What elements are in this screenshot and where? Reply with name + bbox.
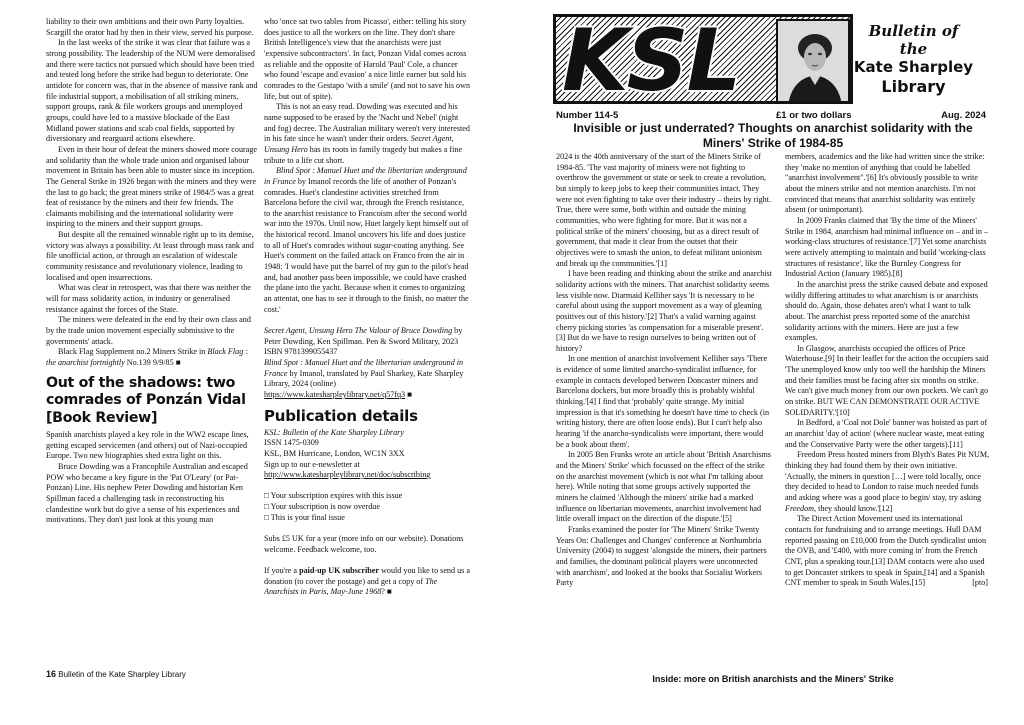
subscription-expires-checkbox: □ Your subscription expires with this issue <box>264 491 403 501</box>
subs-text: Subs £5 UK for a year (more info on our website). Donations welcome. Feedback welcome, too. <box>264 534 464 554</box>
ksl-logo-letters: KSL <box>562 11 740 111</box>
paragraph: In 2009 Franks claimed that 'By the time of the Miners' Strike in 1984, anarchism had minimal influence on – and in – working-class structures of resistance.'[7] Yet some anarchists were actively attempting to maintain and build 'working-class structures of resistance', like the Burnley Congress for Industrial Action (January 1985).[8] <box>785 215 989 279</box>
bulletin-title <box>853 22 974 97</box>
paragraph: Bruce Dowding was a Francophile Australian and escaped POW who became a key figure in the 'Pat O'Leary' (or Pat-Ponzan) Line. His nephew Peter Dowding and historian Ken Spillman faced a challenging task in reconstructing his clandestine work but do give a sense of his experiences and motivations. They don't just look at this young man <box>46 462 248 525</box>
paragraph: Spanish anarchists played a key role in the WW2 escape lines, getting escaped servicemen (and others) out of Nazi-occupied Europe. Two new biographies shed extra light on this. <box>46 430 249 461</box>
paragraph: who 'once sat two tables from Picasso', either: telling his story does justice to all the workers on the line. They don't share British Intelligence's view that the anarchists were just 'expensive subcontractors'. In fact, Ponzan Vidal comes across as reliable and the opposite of Harold 'Paul' Cole, a chancer who found 'escape and evasion' a nice little earner but sold his comrades to the Gestapo 'with a smile' (and not to save his own life, but out of spite). <box>264 17 471 101</box>
page-number: 16 <box>46 669 57 679</box>
paragraph: members, academics and the like had written since the strike: they 'make no mention of anything that could be labelled "anarchist involvement".'[6] It's obviously possible to write about the miners strike and not mention anarchists. I'm not convinced that means that anarchist solidarity was entirely absent (or unimportant). <box>785 152 985 215</box>
title-line-1: Bulletin of the <box>868 22 959 58</box>
publication-heading: Publication details <box>264 406 418 425</box>
masthead <box>553 11 974 111</box>
subscribe-link-line <box>264 470 472 481</box>
address: KSL, BM Hurricane, London, WC1N 3XX <box>264 448 405 458</box>
portrait-image <box>776 19 850 103</box>
paragraph: liability to their own ambitions and their own Party loyalties. Scargill the orator had by then in their view, served his purpose. <box>46 17 254 37</box>
ksl-logo <box>553 11 853 111</box>
left-footer <box>46 669 186 679</box>
citation-issue: No.139 9/9/85 ■ <box>124 358 181 367</box>
right-footer: Inside: more on British anarchists and the Miners' Strike <box>652 674 894 684</box>
left-column-2 <box>264 17 472 639</box>
title-line-2: Kate Sharpley <box>853 58 974 76</box>
issue-number: Number 114-5 <box>556 110 619 121</box>
paragraph: In Bedford, a 'Coal not Dole' banner was hoisted as part of an anarchist 'day of action' (where nuclear waste, meat eating and the Conservative Party were the other targets).[11] <box>785 418 988 449</box>
subscription-overdue-checkbox: □ Your subscription is now overdue <box>264 502 380 512</box>
right-column-2 <box>785 152 990 672</box>
paragraph: What was clear in retrospect, was that there was neither the will for mass solidarity action, in industry or generalised resistance against the forces of the State. <box>46 283 251 314</box>
review-link-line: https://www.katesharpleylibrary.net/q57fq3 ■ <box>264 389 413 399</box>
paragraph: In Glasgow, anarchists occupied the offices of Price Waterhouse.[9] In their leaflet for the action the occupiers said 'The unemployed know only too well the hardship the Miners and their families must be facing after six months on strike. We can't give much money from our own pockets. We can't go on strike. BUT WE CAN DEMONSTRATE OUR ACTIVE SOLIDARITY.'[10] <box>785 343 989 417</box>
paragraph: The Direct Action Movement used its international contacts for fundraising and to arrange meetings. Hull DAM reported passing on £10,000 from the Dutch syndicalist union the OVB, and '£400, with more coming in' from the French CNT, plus a speaking tour.[13] DAM contacts were also used to get Doncaster strikers to speak in Spain,[14] and a Spanish CNT member to speak in South Wales.[15] [pto] <box>785 514 988 588</box>
paragraph: In one mention of anarchist involvement Kelliher says 'There is evidence of some limited anarcho-syndicalist influence, for example in contacts developed between Doncaster miners and Barcelona dockers, but more broadly this is probably wishful thinking.'[4] I find that 'probably' quite strange. My initial impression is that it's something he doesn't have time to check (in writing history, there are often loose ends). But I can't help also hearing 'if the anarcho-syndicalists were important, there would be a book about them'. <box>556 354 770 449</box>
publication-title: KSL: Bulletin of the Kate Sharpley Library <box>264 427 404 437</box>
paragraph: 2024 is the 40th anniversary of the start of the Miners Strike of 1984-85. 'The vast majority of miners were not fighting to overthrow the government or state or seek to create a revolution, but simply to keep jobs to keep their communities intact. They were not even fighting to take over their industry – theirs by right. True, there were some, both within and outside the mining communities, who were fighting for more. But it was not a political strike of the miners' choosing, but as a direct result of government, that made it clear from the outset that their objectives were to smash the union, to defeat militant unionism and break up the communities.'[1] <box>556 152 772 268</box>
paragraph: In the last weeks of the strike it was clear that failure was a strong possibility. The leadership of the NUM were demoralised and there were tactics not pursued which should have been tried and tested long before the strike had begun to deteriorate. One antidote for concern was, that in the absence of massive rank and file industrial support, a mobilisation of all striking miners, support groups, rank & file workers groups and unemployed groups, could have led to a massive blockade of the East Midland power stations and scab coal fields, supported by diversionary and rearguard actions elsewhere. <box>46 38 258 144</box>
donation-text: If you're a paid-up UK subscriber would you like to send us a donation (to cover the postage) and get a copy of The Anarchists in Paris, May-June 1968? ■ <box>264 565 470 597</box>
source-citation <box>46 347 258 368</box>
paragraph: But despite all the remained winnable right up to its demise, victory was always a possibility. At least through mass rank and file unofficial action, or through an escalation of widescale community resistance and revolutionary violence, leading to localised and open insurrections. <box>46 230 254 282</box>
paragraph: Blind Spot : Manuel Huet and the libertarian underground in France by Imanol records the life of another of Ponzan's comrades. Huet's clandestine activities stretched from Barcelona before the civil war, through the French resistance, to the anarchist resistance to Francoism after the second world war into the 1970s. Until now, Huet largely kept himself out of the historical record. Imanol uncovers his life and does justice to all of Huet's comrades without sugar-coating anything. See Huet's comment on the failed attack on Franco from the air in 1948: 'I would have put the barrel of my gun to the pilot's head and, had another pass been impossible, we could have crashed the plane into the yacht. Because when it comes to organizing an attentat, one has to see it through to the finish, no matter the cost.' <box>264 166 469 314</box>
title-line-3: Library <box>881 77 946 96</box>
citation-text: Black Flag Supplement no.2 Miners Strike in <box>58 347 206 357</box>
issue-price: £1 or two dollars <box>776 110 852 121</box>
paragraph: In the anarchist press the strike caused debate and exposed wildly differing attitudes to what anarchism is or anarchists should do. Again, those debates aren't what I want to talk about. The anarchist press reported some of the anarchist solidarity actions with the miners. Here are just a few examples. <box>785 279 988 343</box>
book-reference: Blind Spot : Manuel Huet and the libertarian underground in France by Imanol, translated by Paul Sharkey, Kate Sharpley Library, 2024 (online) <box>264 357 464 389</box>
paragraph: Even in their hour of defeat the miners showed more courage and solidarity than the whole trade union and organised labour movement in Britain has been able to muster since its inception. The General Strike in 1926 began with the miners and they were the last to go back; the great miners strike of 1984/5 was a great feat of resistance by the miners and their few friends. The claimants mobilising and the international solidarity were inspiring to the miners and their support groups. <box>46 144 257 229</box>
book-reference: Secret Agent, Unsung Hero The Valour of Bruce Dowding by Peter Dowding, Ken Spillman. Pen & Sword Military, 2023 ISBN 9781399055437 <box>264 325 463 357</box>
review-heading: Out of the shadows: two comrades of Ponzán Vidal [Book Review] <box>46 374 246 426</box>
citation-title: Black Flag : the anarchist fortnightly <box>46 347 249 367</box>
paragraph: In 2005 Ben Franks wrote an article about 'British Anarchisms and the Miners' Strike' which focussed on the effect of the strike on the anarchist movement (which is not what I'm talking about here). While noting that some groups actively supported the miners he claimed 'Although the miners' strike had a marked influence on libertarian movements, anarchist involvement had little overall impact on the direction of the dispute.'[5] <box>556 450 771 524</box>
paragraph: Freedom Press hosted miners from Blyth's Bates Pit NUM, thinking they had found them by their own initiative. 'Actually, the miners in question […] were told locally, once they decided to head to London to raise much needed funds and asking where was a good place to begin/ stay, try asking Freedom, they should know.'[12] <box>785 450 990 513</box>
paragraph: Franks examined the poster for 'The Miners' Strike Twenty Years On: Challenges and Changes' conference at Northumbria University (2004) to suggest 'alongside the miners, their partners and families, the dominant political players were unconnected with anarchism', and looked at the books that Socialist Workers Party <box>556 524 767 588</box>
subscribe-link[interactable]: http://www.katesharpleylibrary.net/doc/subscribing <box>264 470 431 480</box>
article-title: Invisible or just underrated? Thoughts on anarchist solidarity with the Miners' Strike of 1984-85 <box>573 121 973 150</box>
review-link[interactable]: https://www.katesharpleylibrary.net/q57fq3 <box>264 389 406 399</box>
left-column-1 <box>46 17 258 639</box>
paragraph: This is not an easy read. Dowding was executed and his name supposed to be erased by the 'Nacht und Nebel' (night and fog) decree. The Australian military weren't very interested in his fate since he wasn't under their orders. Secret Agent, Unsung Hero has its roots in family tragedy but makes a fine tribute to a life cut short. <box>264 102 470 165</box>
pto-marker: [pto] <box>972 578 988 588</box>
paragraph: The miners were defeated in the end by their own class and by the trade union movement especially submissive to the governments' attack. <box>46 315 251 346</box>
issn: ISSN 1475-0309 <box>264 438 319 448</box>
portrait-icon <box>778 21 850 103</box>
newsletter-text: Sign up to our e-newsletter at <box>264 459 360 469</box>
paragraph: I have been reading and thinking about the strike and anarchist solidarity actions with the miners. That anarchist solidarity seems less visible now. Diarmaid Kelliher says 'It is necessary to be careful about using the support movement as a way of gleaning positives out of this history.'[2] That's a valid warning against cherry picking stories 'as compensation for a miserable present'.[3] But do we have to resign ourselves to being written out of history? <box>556 269 772 353</box>
footer-title: Bulletin of the Kate Sharpley Library <box>58 670 186 679</box>
final-issue-checkbox: □ This is your final issue <box>264 512 345 522</box>
issue-date: Aug. 2024 <box>941 110 986 121</box>
right-column-1 <box>556 152 772 672</box>
